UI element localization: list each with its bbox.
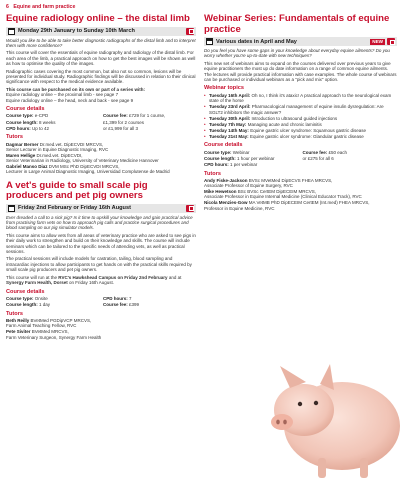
new-badge: NEW	[372, 39, 383, 44]
tutor-entry: Beth Reilly BVetMed PGDipVCP MRCVS, Farm Animal Teaching Fellow, RVC	[6, 318, 92, 329]
detail-item: Course length: 8 weeks	[6, 119, 56, 125]
detail-item: Course fee: £50 each	[302, 149, 348, 155]
calendar-icon	[8, 205, 15, 212]
tutor-entry: Pete Siviter BVetMed MRCVS, Farm Veterinary Surgeon, Synergy Farm Health	[6, 329, 102, 340]
detail-item	[303, 162, 398, 167]
pdf-icon[interactable]	[387, 38, 395, 45]
detail-item: £1,399 for 2 courses	[103, 119, 145, 125]
list-item: • Tuesday 23rd April: Pharmacological management of equine insulin dysregulation: Are SGLT2 inhibitors the magic answer?	[204, 104, 397, 115]
course-dates: Friday 2nd February or Friday 16th August	[18, 205, 131, 212]
date-bar-webinar	[204, 37, 397, 46]
tutor-entry: Gabriel Manso Diaz DVM MSc PhD DipECVDI MRCVS, Lecturer in Large Animal Diagnostic Imaging, Universidad Complutense de Madrid	[6, 164, 170, 175]
detail-item: Course type: Onsite	[6, 296, 48, 302]
list-item: • Tuesday 7th May: Managing acute and chronic laminitis	[204, 122, 397, 127]
body-paragraph: This course will cover the essentials of equine radiography and radiology of the distal limb. For each area of the limb, a practical approach on how to get the best images will be shown as well as how to optimise the quality of the images.	[6, 50, 196, 67]
detail-item: CPD hours: 1 per webinar	[204, 162, 258, 168]
course-title-radiology: Equine radiology online – the distal limb	[6, 13, 190, 24]
intro-text: Ever dreaded a call to a sick pig? Is it time to upskill your knowledge and gain practical advice from practising farm vets on how to approach pig calls and practice surgical procedures and blood sampling on our pig simulator models.	[6, 214, 193, 231]
pdf-icon[interactable]	[186, 28, 194, 35]
detail-item: or £1,999 for all 3	[103, 126, 139, 132]
section-heading: Tutors	[6, 310, 23, 317]
series-note: This course can be purchased on its own or part of a series with:	[6, 86, 146, 92]
course-details	[6, 113, 196, 131]
body-paragraph: This course will run at the RVC's Hawkshead Campus on Friday 2nd February and at Synergy Farm Health, Dorset on Friday 16th August.	[6, 274, 182, 286]
list-item: • Tuesday 21st May: Equine gastric ulcer syndrome: Glandular gastric disease	[204, 134, 397, 139]
detail-item: Course fee: £399	[103, 302, 140, 308]
detail-item: Course length: 1 hour per webinar	[204, 155, 275, 161]
section-heading: Course details	[6, 288, 45, 295]
course-title-pigs: A vet's guide to small scale pig producers and pet pig owners	[6, 179, 148, 202]
detail-item: CPD hours: 7	[103, 296, 132, 302]
list-item: • Tuesday 16th April: Oh no, I think it's ataxic! A practical approach to the neurological exam state of the horse	[204, 93, 397, 104]
series-link[interactable]: Equine radiology online – the head, neck and back - see page 9	[6, 97, 134, 103]
course-dates: Various dates in April and May	[216, 38, 297, 45]
section-heading: Tutors	[6, 134, 23, 141]
section-heading: Course details	[204, 142, 243, 149]
detail-item: or £275 for all 6	[302, 155, 334, 161]
list-item: • Tuesday 30th April: Introduction to ultrasound guided injections	[204, 116, 397, 121]
body-paragraph: The practical sessions will include models for castration, tailing, blood sampling and intracardiac injections to allow participants to get hands on with the practical skills required by small scale pig producers and pet pig owners.	[6, 256, 192, 273]
piglet-image	[250, 330, 400, 480]
body-paragraph: Radiographic cases covering the most common, but also not so common, lesions will be presented for individual study. Radiographic findings will be discussed in relation to their clinical significance with respect to the medical evidence available.	[6, 68, 196, 85]
course-dates: Monday 29th January to Sunday 10th March	[18, 28, 135, 34]
tutor-entry: Mike Hewetson BSc BVSc CertEM DipECEIM MRCVS, Associate Professor in Equine Internal Medicine (Clinical Educator Track), RVC	[204, 189, 362, 200]
page-number: 6	[6, 4, 9, 10]
date-bar-radiology	[6, 27, 196, 36]
course-title-webinar: Webinar Series: Fundamentals of equine practice	[204, 13, 390, 35]
intro-text: Would you like to be able to take better diagnostic radiographs of the distal limb and to interpret them with more confidence?	[6, 37, 196, 48]
detail-item: Course type: Webinar	[204, 149, 250, 155]
course-details	[6, 296, 196, 308]
tutor-entry: Maren Hellige Dr.med.vet. DipECVDI, Senior Veterinarian in Radiology, University of Veterinary Medicine Hannover	[6, 152, 159, 164]
list-item: • Tuesday 14th May: Equine gastric ulcer syndrome: Squamous gastric disease	[204, 128, 397, 133]
section-heading: Course details	[6, 105, 45, 112]
body-paragraph: This course aims to allow vets from all areas of veterinary practice who are asked to see pigs in their daily work to strengthen and build on their knowledge and skills. The course will include seminars which can be tailored to the specific needs of attending vets, as well as practical sessions.	[6, 232, 196, 255]
detail-item: CPD hours: Up to 42	[6, 126, 50, 132]
right-column	[204, 14, 397, 211]
intro-text: Do you feel you have some gaps in your knowledge about everyday equine ailments? Do you worry whether you're up-to-date with new techniques?	[204, 48, 390, 59]
calendar-icon	[206, 38, 213, 45]
running-header	[6, 4, 75, 10]
detail-item: Course type: e-CPD	[6, 113, 49, 119]
body-paragraph: This new set of webinars aims to expand on the courses delivered over previous years to give equine practitioners the most up do date information on a range of common equine ailments. The lectures will provide practical information with case examples. The whole course of webinars can be purchased or individual webinars as a "pick and mix" option.	[204, 60, 397, 83]
pdf-icon[interactable]	[186, 205, 194, 212]
series-link[interactable]: Equine radiology online – the proximal limb - see page 7	[6, 92, 119, 98]
webinar-topics	[204, 93, 397, 139]
calendar-icon	[8, 28, 15, 35]
course-details	[204, 150, 397, 168]
tutor-entry: Dagmar Berner Dr.med.vet. DipECVDI MRCVS, Senior Lecturer in Equine Diagnostic Imaging, RVC	[6, 141, 109, 153]
left-column	[6, 14, 196, 340]
section-title: Equine and farm practice	[13, 4, 76, 10]
detail-item: Course fee: £729 for 1 course,	[103, 113, 166, 119]
detail-item: Course length: 1 day	[6, 302, 51, 308]
tutor-entry: Nicola Menzies-Gow MA VetMB PhD DipECEIM CertEM (Int.med) FHEA MRCVS, Professor in Equine Medicine, RVC	[204, 200, 370, 211]
tutor-entry: Andy Fiske-Jackson BVSc MVetMed DipECVS FHEA MRCVS, Associate Professor of Equine Surgery, RVC	[204, 178, 333, 189]
date-bar-pigs	[6, 204, 196, 213]
section-heading: Tutors	[204, 170, 221, 177]
section-heading: Webinar topics	[204, 85, 244, 92]
